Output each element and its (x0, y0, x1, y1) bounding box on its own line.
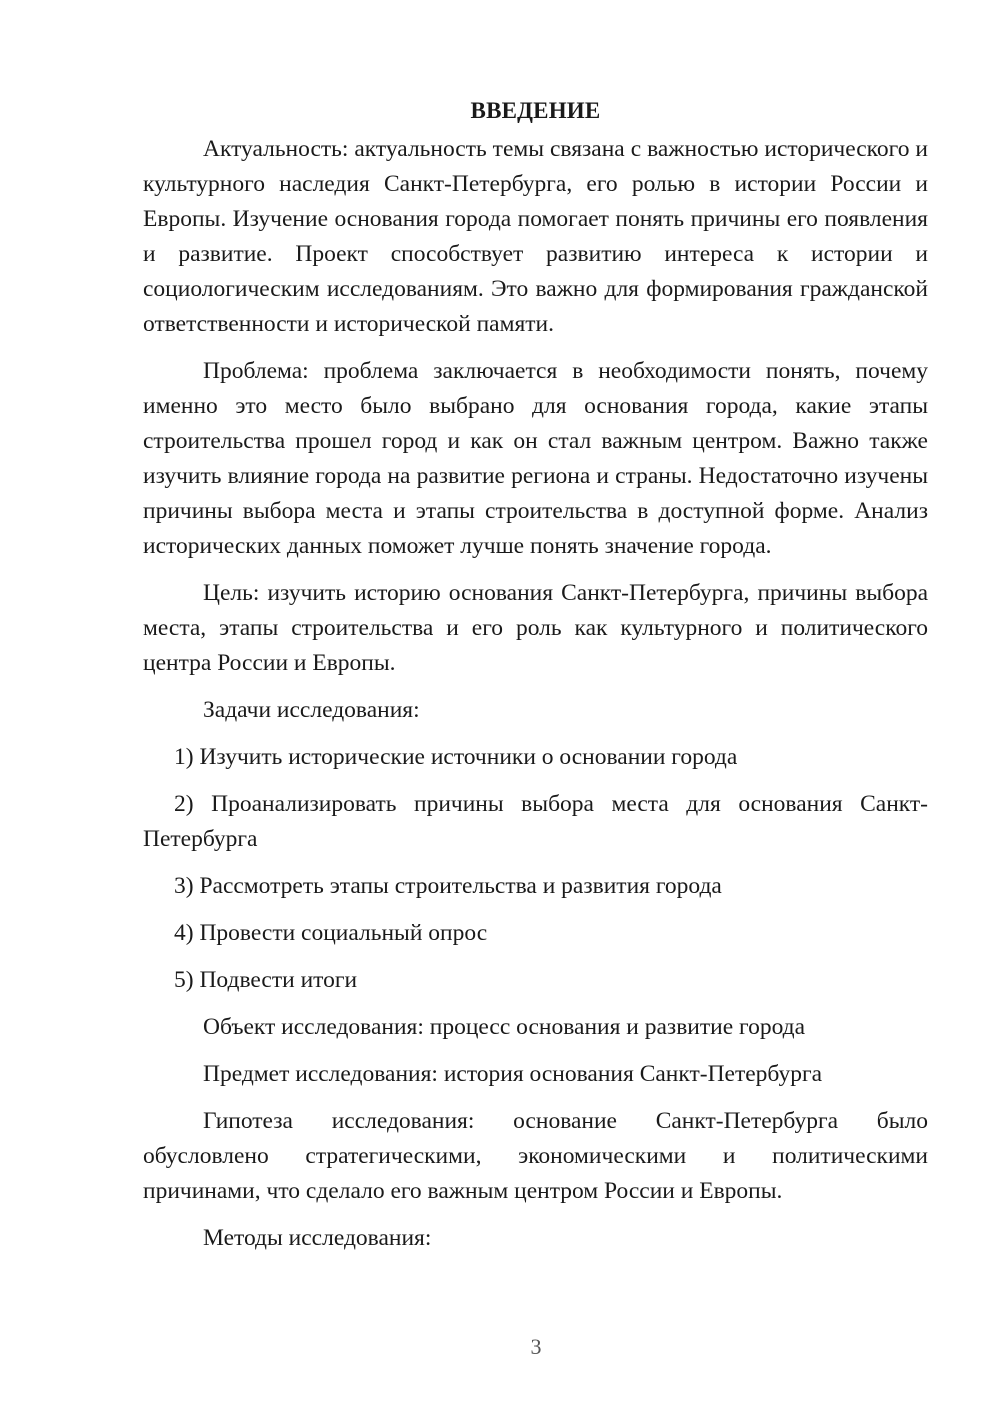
task-item-2: 2) Проанализировать причины выбора места для основания Санкт-Петербурга (143, 791, 928, 852)
problem-paragraph: Проблема: проблема заключается в необходимости понять, почему именно это место было выбрано для основания города, какие этапы строительства прошел город и как он стал важным центром. Важно также изучить влияние города на развитие региона и страны. Недостаточно изучены причины выбора места и этапы строительства в доступной форме. Анализ исторических данных поможет лучше понять значение города. (143, 358, 928, 559)
tasks-heading: Задачи исследования: (203, 697, 420, 723)
relevance-paragraph: Актуальность: актуальность темы связана с важностью исторического и культурного наследия Санкт-Петербурга, его ролью в истории России и Европы. Изучение основания города помогает понять причины его появления и развитие. Проект способствует развитию интереса к истории и социологическим исследованиям. Это важно для формирования гражданской ответственности и исторической памяти. (143, 136, 928, 337)
goal-paragraph: Цель: изучить историю основания Санкт-Петербурга, причины выбора места, этапы строительства и его роль как культурного и политического центра России и Европы. (143, 580, 928, 676)
page-number: 3 (530, 1334, 542, 1359)
task-item-3: 3) Рассмотреть этапы строительства и развития города (174, 873, 722, 899)
page-content (143, 93, 928, 1256)
methods-heading: Методы исследования: (203, 1225, 432, 1251)
research-subject: Предмет исследования: история основания Санкт-Петербурга (203, 1061, 823, 1087)
hypothesis-paragraph: Гипотеза исследования: основание Санкт-Петербурга было обусловлено стратегическими, экономическими и политическими причинами, что сделало его важным центром России и Европы. (143, 1108, 928, 1204)
section-heading: ВВЕДЕНИЕ (470, 98, 601, 123)
task-item-1: 1) Изучить исторические источники о основании города (174, 744, 738, 770)
task-item-5: 5) Подвести итоги (174, 967, 358, 993)
research-object: Объект исследования: процесс основания и развитие города (203, 1014, 806, 1040)
task-item-4: 4) Провести социальный опрос (174, 920, 488, 946)
